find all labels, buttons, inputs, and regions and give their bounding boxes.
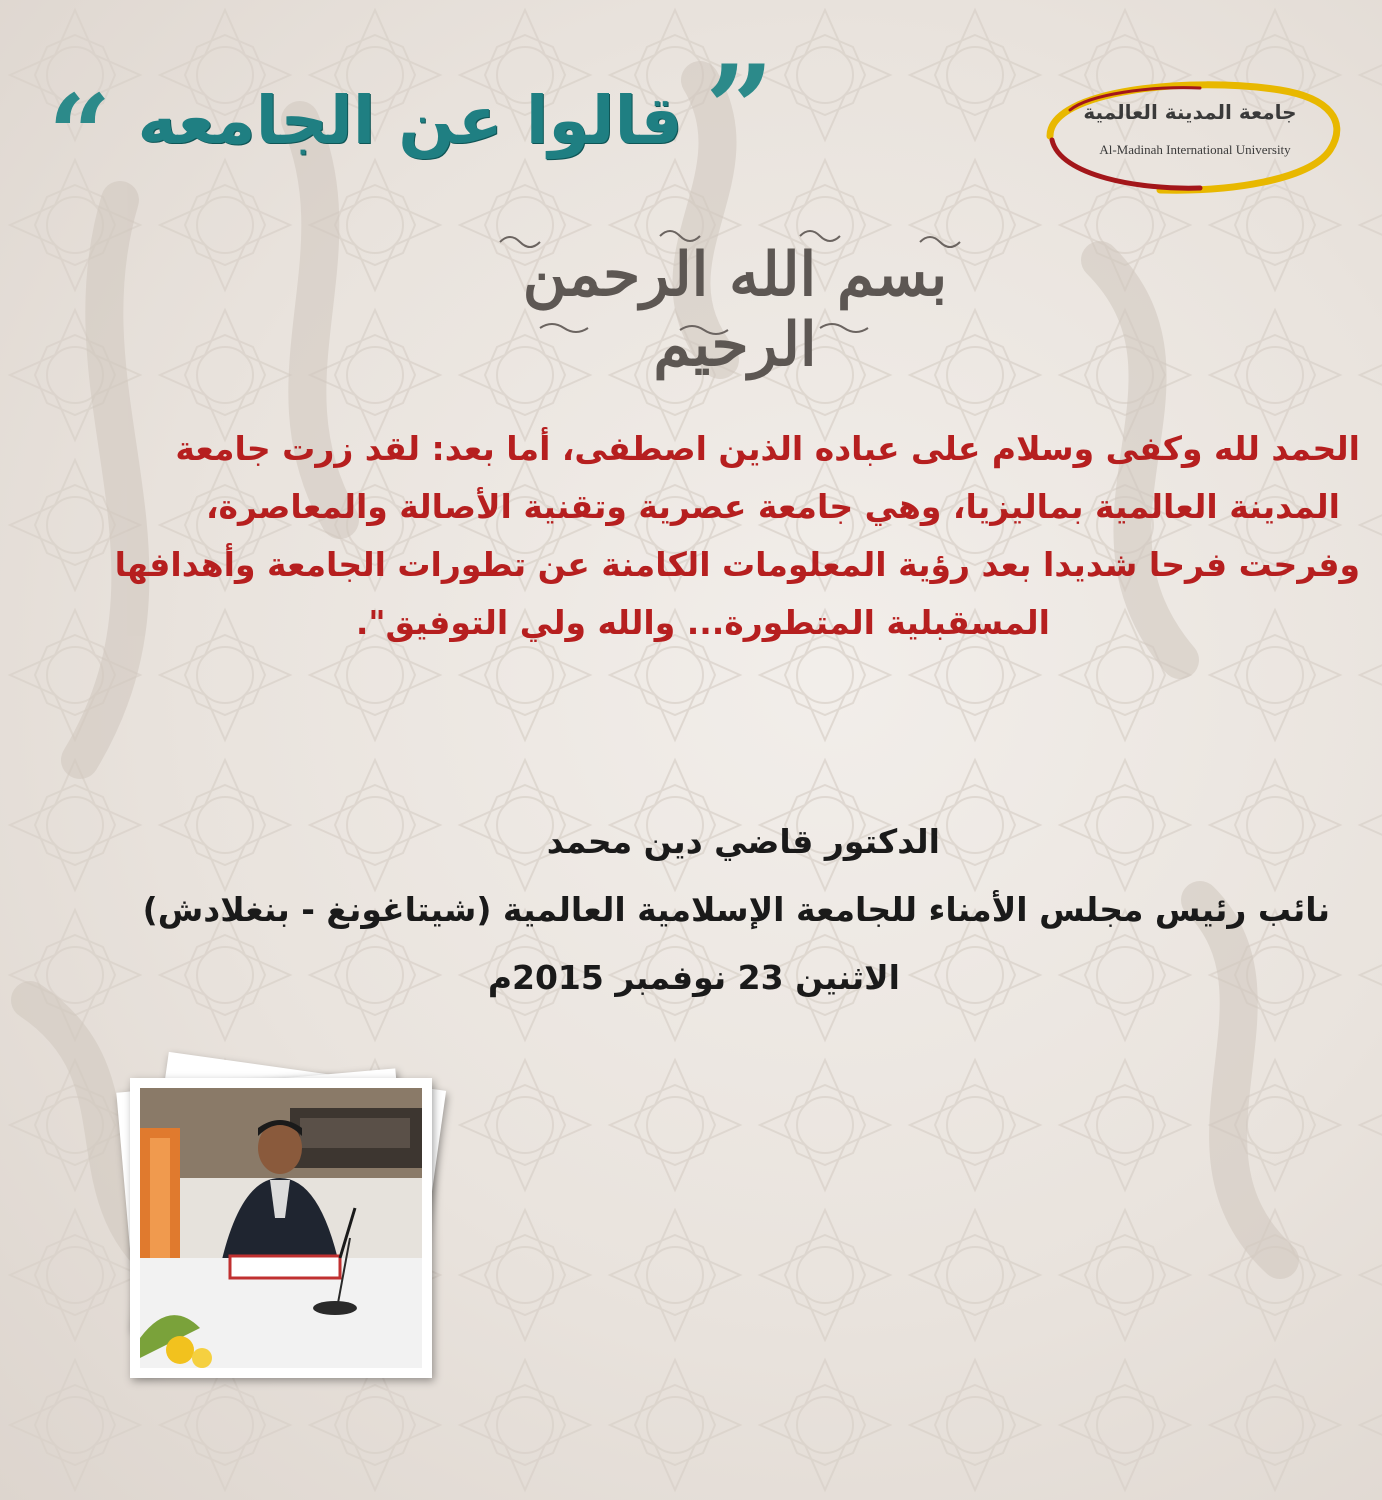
- open-quote-mark: “: [48, 70, 112, 199]
- testimonial-line-1: الحمد لله وكفى وسلام على عباده الذين اصطفى، أما بعد: لقد زرت جامعة: [175, 429, 1360, 468]
- testimonial-line-2: المدينة العالمية بماليزيا، وهي جامعة عصرية وتقنية الأصالة والمعاصرة،: [206, 487, 1340, 526]
- page-title-block: [40, 39, 775, 199]
- testimonial-line-3: وفرحت فرحا شديدا بعد رؤية المعلومات الكامنة عن تطورات الجامعة وأهدافها: [114, 545, 1360, 584]
- author-name: الدكتور قاضي دين محمد: [546, 822, 940, 861]
- page-title: قالوا عن الجامعه: [137, 82, 683, 159]
- basmala-text: بسم الله الرحمن الرحيم: [522, 240, 948, 380]
- person-signing-book-photo: [140, 1088, 422, 1368]
- basmala-calligraphy: [480, 222, 990, 380]
- testimonial-date: الاثنين 23 نوفمبر 2015م: [487, 958, 900, 997]
- logo-arabic-text: جامعة المدينة العالمية: [1083, 100, 1297, 124]
- photo-frame: [130, 1078, 432, 1378]
- author-role: نائب رئيس مجلس الأمناء للجامعة الإسلامية العالمية (شيتاغونغ - بنغلادش): [142, 890, 1330, 929]
- close-quote-mark: ”: [705, 39, 775, 180]
- testimonial-line-4: المسقبلية المتطورة... والله ولي التوفيق".: [355, 603, 1050, 642]
- testimonial-text: [70, 420, 1360, 652]
- logo-english-text: Al-Madinah International University: [1099, 142, 1291, 157]
- university-logo: [1030, 70, 1350, 198]
- logo-ring-icon: [1030, 70, 1350, 198]
- photo-stack: [118, 1050, 458, 1390]
